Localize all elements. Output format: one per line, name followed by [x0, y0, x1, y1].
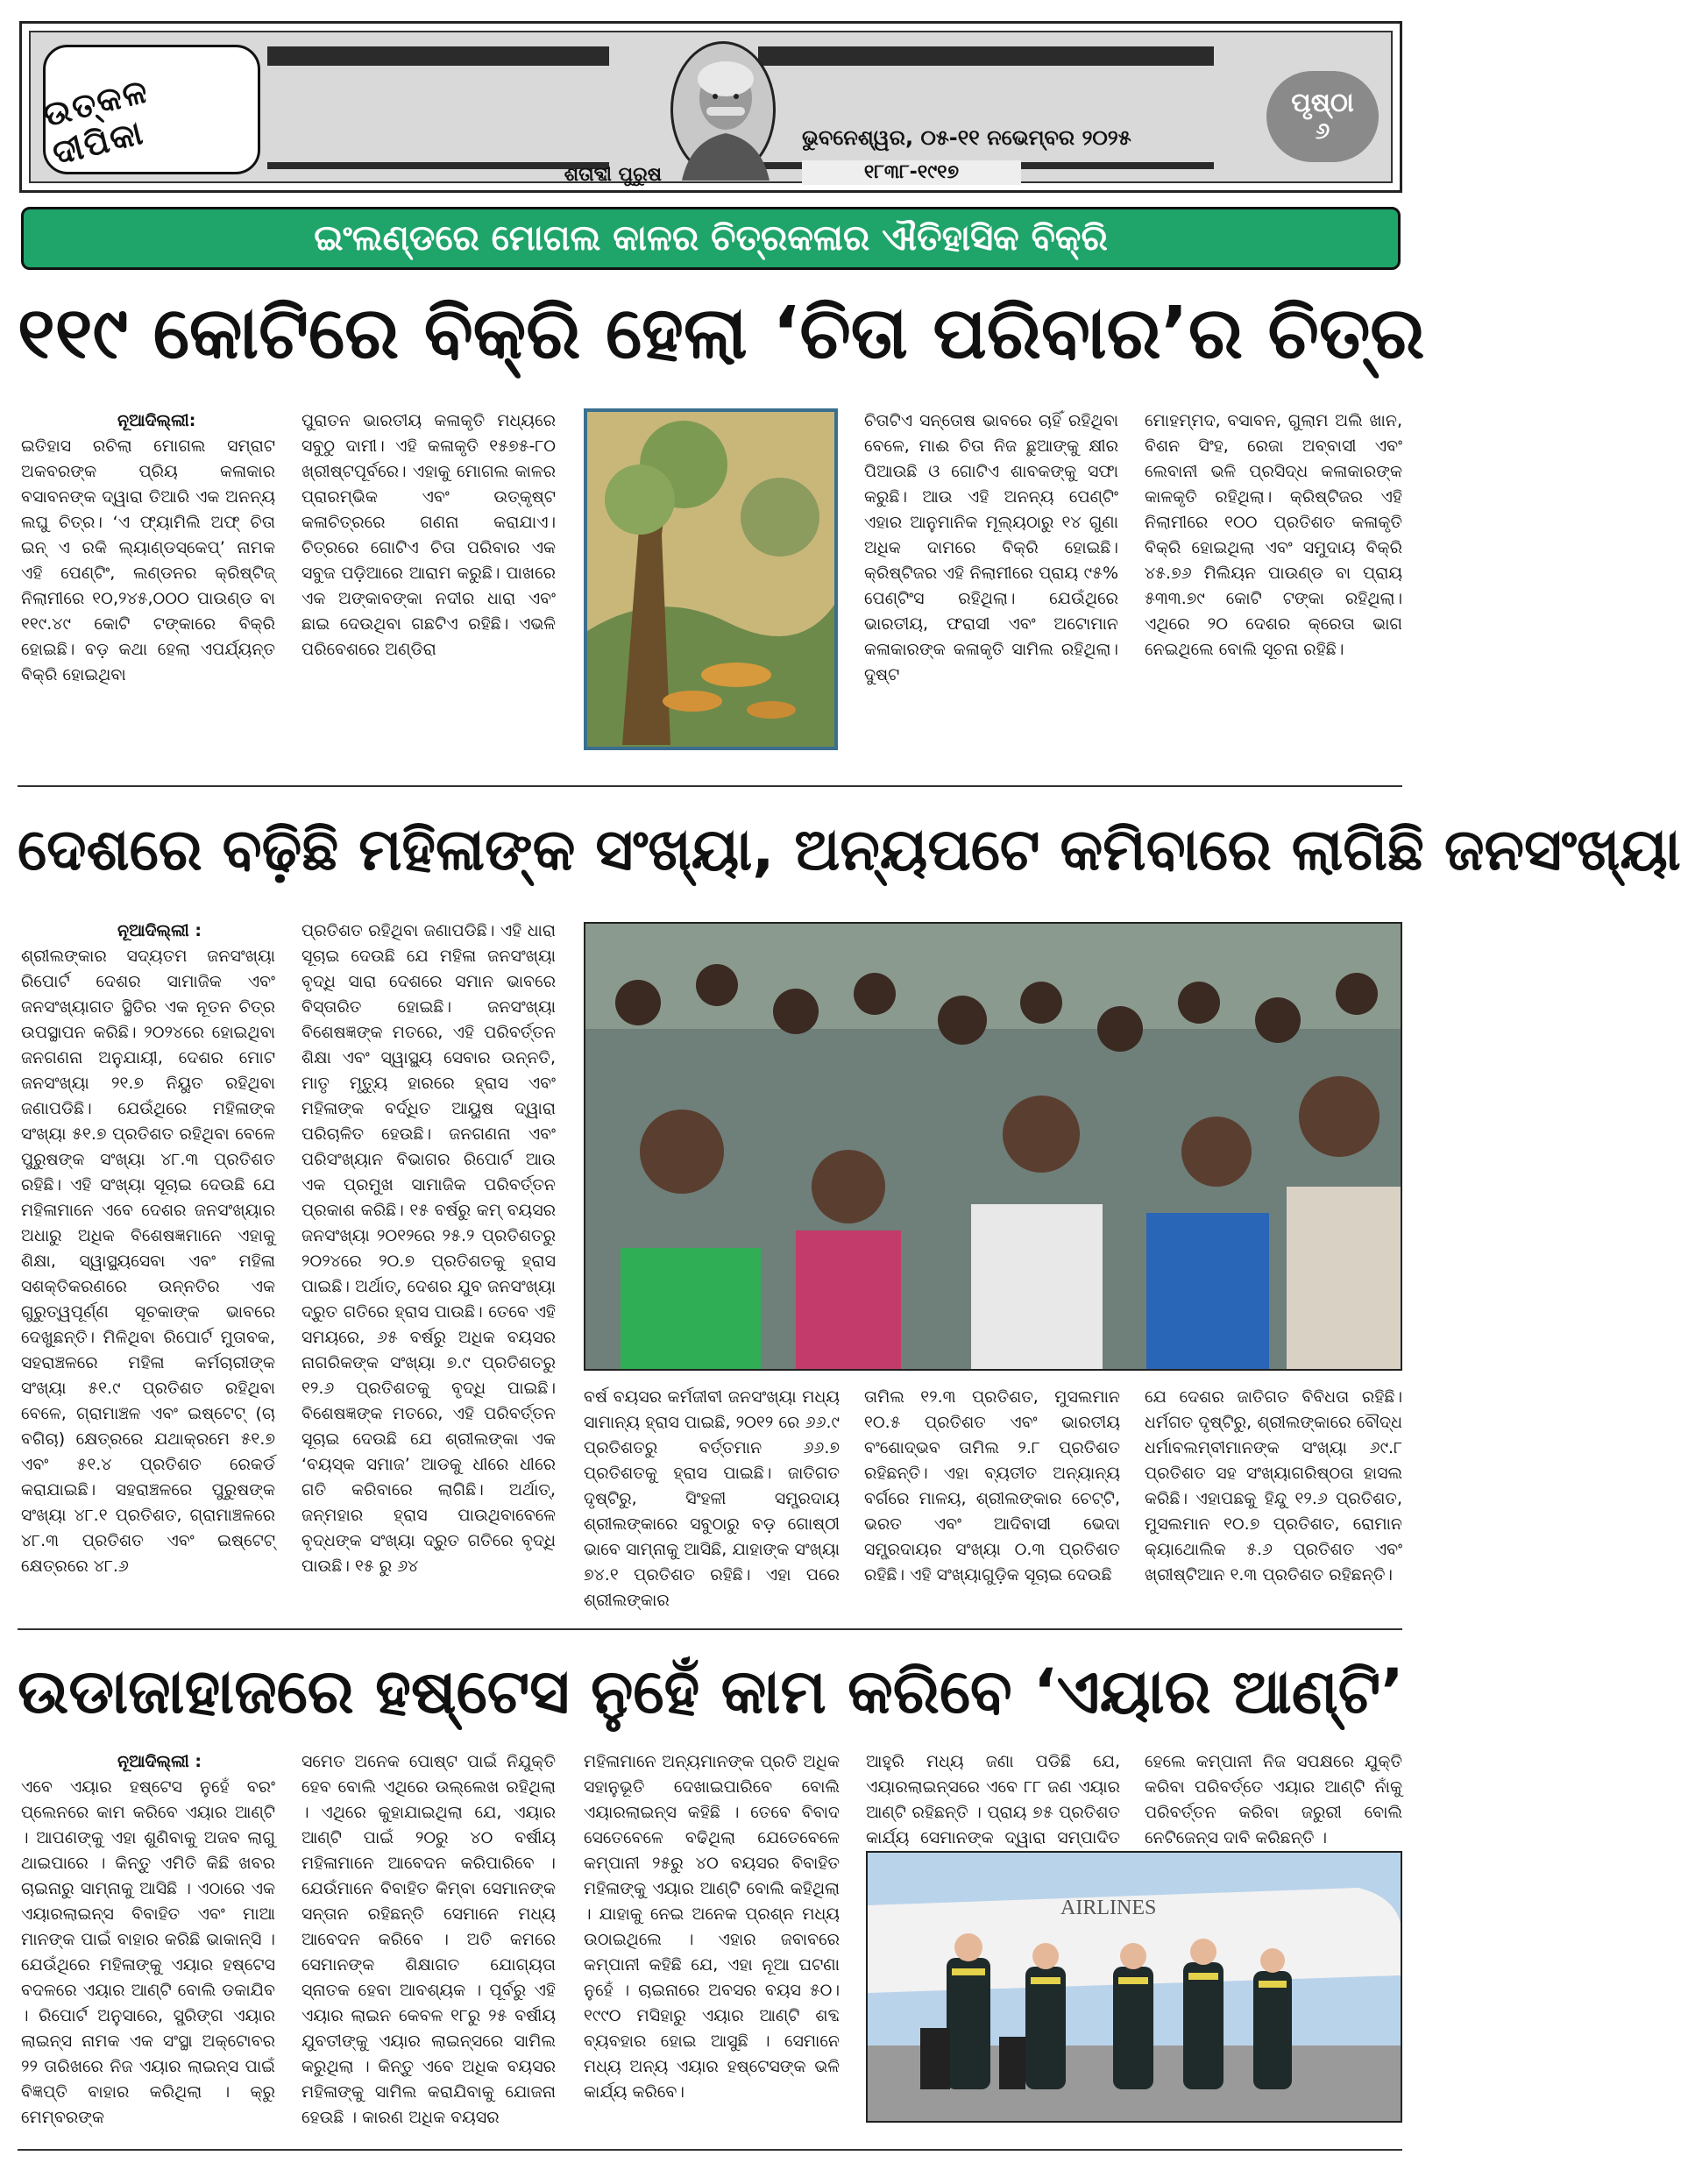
- story2-column-4: [864, 1385, 1120, 1614]
- founder-portrait: [670, 41, 776, 178]
- story1-kicker: ଇଂଲଣ୍ଡରେ ମୋଗଲ କାଳର ଚିତ୍ରକଳାର ଐତିହାସିକ ବିକ୍ରି: [21, 207, 1401, 270]
- story2-column-3: [584, 1385, 840, 1614]
- story1-dateline: ନୂଆଦିଲ୍ଲୀ:: [117, 411, 196, 430]
- page-label: ପୃଷ୍ଠା: [1291, 88, 1354, 118]
- cheetah-painting-image: [584, 408, 838, 750]
- story3-dateline: ନୂଆଦିଲ୍ଲୀ :: [117, 1752, 202, 1771]
- story3-column-2: [301, 1749, 556, 2128]
- logo-text: ଉତ୍କଳ ଦୀପିକା: [39, 71, 153, 173]
- founder-years: ୧୮୩୮-୧୯୧୭: [802, 160, 1021, 185]
- story2-col4-text: ତାମିଲ ୧୨.୩ ପ୍ରତିଶତ, ମୁସଲମାନ ୧୦.୫ ପ୍ରତିଶତ ଏବଂ ଭାରତୀୟ ବଂଶୋଦ୍ଭବ ତାମିଲ ୨.୮ ପ୍ରତିଶତ ରହିଛନ୍ତି। ଏହା ବ୍ୟତୀତ ଅନ୍ୟାନ୍ୟ ବର୍ଗରେ ମାଳୟ, ଶ୍ରୀଲଙ୍କାର ଚେଟ୍ଟି, ଭରତ ଏବଂ ଆଦିବାସୀ ଭେଦା ସମ୍ପ୍ରଦାୟର ସଂଖ୍ୟା ୦.୩ ପ୍ରତିଶତ ରହିଛି। ଏହି ସଂଖ୍ୟାଗୁଡ଼ିକ ସୂଚାଇ ଦେଉଛି: [864, 1387, 1120, 1585]
- air-hostess-photo: [866, 1851, 1402, 2123]
- story3-col1-text: ଏବେ ଏୟାର ହଷ୍ଟେସ ନୁହେଁ ବରଂ ପ୍ଲେନରେ କାମ କରିବେ ଏୟାର ଆଣ୍ଟି । ଆପଣଙ୍କୁ ଏହା ଶୁଣିବାକୁ ଅଜବ ଲାଗୁ ଥାଇପାରେ । କିନ୍ତୁ ଏମିତି କିଛି ଖବର ଚାଇନାରୁ ସାମ୍ନାକୁ ଆସିଛି । ଏଠାରେ ଏକ ଏୟାରଲାଇନ୍ସ ବିବାହିତ ଏବଂ ମାଆ ମାନଙ୍କ ପାଇଁ ବାହାର କରିଛି ଭାକାନ୍ସି । ଯେଉଁଥିରେ ମହିଳାଙ୍କୁ ଏୟାର ହଷ୍ଟେସ ବଦଳରେ ଏୟାର ଆଣ୍ଟି ବୋଲି ଡକାଯିବ । ରିପୋର୍ଟ ଅନୁସାରେ, ସ୍ପ୍ରିଙ୍ଗ ଏୟାର ଲାଇନ୍ସ ନାମକ ଏକ ସଂସ୍ଥା ଅକ୍ଟୋବର ୨୨ ତାରିଖରେ ନିଜ ଏୟାର ଲାଇନ୍ସ ପାଇଁ ବିଜ୍ଞପ୍ତି ବାହାର କରିଥିଲା । କ୍ରୁ ମେମ୍ବରଙ୍କ: [21, 1777, 275, 2127]
- story3-column-3: [584, 1749, 840, 2128]
- story2-col3-text: ବର୍ଷ ବୟସର କର୍ମଜୀବୀ ଜନସଂଖ୍ୟା ମଧ୍ୟ ସାମାନ୍ୟ ହ୍ରାସ ପାଇଛି, ୨୦୧୨ ରେ ୬୬.୯ ପ୍ରତିଶତରୁ ବର୍ତ୍ତମାନ ୬୬.୭ ପ୍ରତିଶତକୁ ହ୍ରାସ ପାଇଛି। ଜାତିଗତ ଦୃଷ୍ଟିରୁ, ସିଂହଳୀ ସମ୍ପ୍ରଦାୟ ଶ୍ରୀଲଙ୍କାରେ ସବୁଠାରୁ ବଡ଼ ଗୋଷ୍ଠୀ ଭାବେ ସାମ୍ନାକୁ ଆସିଛି, ଯାହାଙ୍କ ସଂଖ୍ୟା ୭୪.୧ ପ୍ରତିଶତ ରହିଛି। ଏହା ପରେ ଶ୍ରୀଲଙ୍କାର: [584, 1387, 840, 1610]
- story2-col2-text: ପ୍ରତିଶତ ରହିଥିବା ଜଣାପଡିଛି। ଏହି ଧାରା ସୂଚାଇ ଦେଉଛି ଯେ ମହିଳା ଜନସଂଖ୍ୟା ବୃଦ୍ଧି ସାରା ଦେଶରେ ସମାନ ଭାବରେ ବିସ୍ତାରିତ ହୋଇଛି। ଜନସଂଖ୍ୟା ବିଶେଷଜ୍ଞଙ୍କ ମତରେ, ଏହି ପରିବର୍ତ୍ତନ ଶିକ୍ଷା ଏବଂ ସ୍ୱାସ୍ଥ୍ୟ ସେବାର ଉନ୍ନତି, ମାତୃ ମୃତ୍ୟୁ ହାରରେ ହ୍ରାସ ଏବଂ ମହିଳାଙ୍କ ବର୍ଦ୍ଧିତ ଆୟୁଷ ଦ୍ୱାରା ପରିଚାଳିତ ହେଉଛି। ଜନଗଣନା ଏବଂ ପରିସଂଖ୍ୟାନ ବିଭାଗର ରିପୋର୍ଟ ଆଉ ଏକ ପ୍ରମୁଖ ସାମାଜିକ ପରିବର୍ତ୍ତନ ପ୍ରକାଶ କରିଛି। ୧୫ ବର୍ଷରୁ କମ୍ ବୟସର ଜନସଂଖ୍ୟା ୨୦୧୨ରେ ୨୫.୨ ପ୍ରତିଶତରୁ ୨୦୨୪ରେ ୨୦.୭ ପ୍ରତିଶତକୁ ହ୍ରାସ ପାଇଛି। ଅର୍ଥାତ୍, ଦେଶର ଯୁବ ଜନସଂଖ୍ୟା ଦ୍ରୁତ ଗତିରେ ହ୍ରାସ ପାଉଛି। ତେବେ ଏହି ସମୟରେ, ୬୫ ବର୍ଷରୁ ଅଧିକ ବୟସର ନାଗରିକଙ୍କ ସଂଖ୍ୟା ୭.୯ ପ୍ରତିଶତରୁ ୧୨.୬ ପ୍ରତିଶତକୁ ବୃଦ୍ଧି ପାଇଛି। ବିଶେଷଜ୍ଞଙ୍କ ମତରେ, ଏହି ପରିବର୍ତ୍ତନ ସୂଚାଇ ଦେଉଛି ଯେ ଶ୍ରୀଲଙ୍କା ଏକ ‘ବୟସ୍କ ସମାଜ’ ଆଡକୁ ଧୀରେ ଧୀରେ ଗତି କରିବାରେ ଲାଗିଛି। ଅର୍ଥାତ୍, ଜନ୍ମହାର ହ୍ରାସ ପାଉଥିବାବେଳେ ବୃଦ୍ଧଙ୍କ ସଂଖ୍ୟା ଦ୍ରୁତ ଗତିରେ ବୃଦ୍ଧି ପାଉଛି। ୧୫ ରୁ ୬୪: [301, 921, 556, 1576]
- story3-headline: ଉଡାଜାହାଜରେ ହଷ୍ଟେସ ନୁହେଁ କାମ କରିବେ ‘ଏୟାର ଆଣ୍ଟି’: [18, 1656, 1404, 1727]
- story2-headline: ଦେଶରେ ବଢ଼ିଛି ମହିଳାଙ୍କ ସଂଖ୍ୟା, ଅନ୍ୟପଟେ କମିବାରେ ଲାଗିଛି ଜନସଂଖ୍ୟା: [18, 816, 1681, 883]
- newspaper-logo: [39, 45, 260, 174]
- airline-sign: AIRLINES: [1060, 1897, 1157, 1919]
- story1-column-3: [864, 408, 1118, 759]
- story3-column-4: [866, 1749, 1120, 1847]
- page-badge: [1266, 71, 1379, 162]
- decorative-band: [267, 46, 609, 66]
- story3-column-5: [1145, 1749, 1402, 1847]
- story1-column-1: [21, 408, 275, 759]
- story2-col5-text: ଯେ ଦେଶର ଜାତିଗତ ବିବିଧତା ରହିଛି। ଧର୍ମଗତ ଦୃଷ୍ଟିରୁ, ଶ୍ରୀଲଙ୍କାରେ ବୌଦ୍ଧ ଧର୍ମାବଲମ୍ବୀମାନଙ୍କ ସଂଖ୍ୟା ୬୯.୮ ପ୍ରତିଶତ ସହ ସଂଖ୍ୟାଗରିଷ୍ଠତା ହାସଲ କରିଛି। ଏହାପଛକୁ ହିନ୍ଦୁ ୧୨.୬ ପ୍ରତିଶତ, ମୁସଲମାନ ୧୦.୭ ପ୍ରତିଶତ, ରୋମାନ କ୍ୟାଥୋଲିକ ୫.୬ ପ୍ରତିଶତ ଏବଂ ଖ୍ରୀଷ୍ଟିଆନ ୧.୩ ପ୍ରତିଶତ ରହିଛନ୍ତି।: [1145, 1387, 1402, 1585]
- story1-col3-text: ଚିତାଟିଏ ସନ୍ତୋଷ ଭାବରେ ଚାହିଁ ରହିଥିବା ବେଳେ, ମାଈ ଚିତା ନିଜ ଛୁଆଙ୍କୁ କ୍ଷୀର ପିଆଉଛି ଓ ଗୋଟିଏ ଶାବକଙ୍କୁ ସଫା କରୁଛି। ଆଉ ଏହି ଅନନ୍ୟ ପେଣ୍ଟିଂ ଏହାର ଆନୁମାନିକ ମୂଲ୍ୟଠାରୁ ୧୪ ଗୁଣା ଅଧିକ ଦାମରେ ବିକ୍ରି ହୋଇଛି। କ୍ରିଷ୍ଟିଜର ଏହି ନିଲାମୀରେ ପ୍ରାୟ ୯୫% ପେଣ୍ଟିଂସ ରହିଥିଲା। ଯେଉଁଥିରେ ଭାରତୀୟ, ଫରାସୀ ଏବଂ ଅଟୋମାନ କଳାକାରଙ୍କ କଳାକୃତି ସାମିଲ ରହିଥିଲା। ଦୁଷ୍ଟ: [864, 411, 1118, 684]
- story3-col2-text: ସମେତ ଅନେକ ପୋଷ୍ଟ ପାଇଁ ନିଯୁକ୍ତି ହେବ ବୋଲି ଏଥିରେ ଉଲ୍ଲେଖ ରହିଥିଲା । ଏଥିରେ କୁହାଯାଇଥିଲା ଯେ, ଏୟାର ଆଣ୍ଟି ପାଇଁ ୨୦ରୁ ୪୦ ବର୍ଷୀୟ ମହିଳାମାନେ ଆବେଦନ କରିପାରିବେ । ଯେଉଁମାନେ ବିବାହିତ କିମ୍ବା ସେମାନଙ୍କ ସନ୍ତାନ ରହିଛନ୍ତି ସେମାନେ ମଧ୍ୟ ଆବେଦନ କରିବେ । ଅତି କମରେ ସେମାନଙ୍କ ଶିକ୍ଷାଗତ ଯୋଗ୍ୟତା ସ୍ନାତକ ହେବା ଆବଶ୍ୟକ । ପୂର୍ବରୁ ଏହି ଏୟାର ଲାଇନ କେବଳ ୧୮ରୁ ୨୫ ବର୍ଷୀୟ ଯୁବତୀଙ୍କୁ ଏୟାର ଲାଇନ୍ସରେ ସାମିଲ କରୁଥିଲା । କିନ୍ତୁ ଏବେ ଅଧିକ ବୟସର ମହିଳାଙ୍କୁ ସାମିଲ କରାଯିବାକୁ ଯୋଜନା ହେଉଛି । କାରଣ ଅଧିକ ବୟସର: [301, 1752, 556, 2127]
- page-bottom-rule: [18, 2149, 1402, 2151]
- story3-col4-text: ଆହୁରି ମଧ୍ୟ ଜଣା ପଡିଛି ଯେ, ଏୟାରଲାଇନ୍ସରେ ଏବେ ୮୮ ଜଣ ଏୟାର ଆଣ୍ଟି ରହିଛନ୍ତି । ପ୍ରାୟ ୭୫ ପ୍ରତିଶତ କାର୍ଯ୍ୟ ସେମାନଙ୍କ ଦ୍ୱାରା ସମ୍ପାଦିତ: [866, 1752, 1120, 1847]
- story1-headline: ୧୧୯ କୋଟିରେ ବିକ୍ରି ହେଲା ‘ଚିତା ପରିବାର’ର ଚିତ୍ର: [18, 292, 1425, 375]
- story2-column-5: [1145, 1385, 1402, 1614]
- story2-col1-text: ଶ୍ରୀଲଙ୍କାର ସଦ୍ୟତମ ଜନସଂଖ୍ୟା ରିପୋର୍ଟ ଦେଶର ସାମାଜିକ ଏବଂ ଜନସଂଖ୍ୟାଗତ ସ୍ଥିତିର ଏକ ନୂତନ ଚିତ୍ର ଉପସ୍ଥାପନ କରିଛି। ୨୦୨୪ରେ ହୋଇଥିବା ଜନଗଣନା ଅନୁଯାୟୀ, ଦେଶର ମୋଟ ଜନସଂଖ୍ୟା ୨୧.୭ ନିୟୁତ ରହିଥିବା ଜଣାପଡିଛି। ଯେଉଁଥିରେ ମହିଳାଙ୍କ ସଂଖ୍ୟା ୫୧.୭ ପ୍ରତିଶତ ରହିଥିବା ବେଳେ ପୁରୁଷଙ୍କ ସଂଖ୍ୟା ୪୮.୩ ପ୍ରତିଶତ ରହିଛି। ଏହି ସଂଖ୍ୟା ସୂଚାଇ ଦେଉଛି ଯେ ମହିଳାମାନେ ଏବେ ଦେଶର ଜନସଂଖ୍ୟାର ଅଧାରୁ ଅଧିକ ବିଶେଷଜ୍ଞମାନେ ଏହାକୁ ଶିକ୍ଷା, ସ୍ୱାସ୍ଥ୍ୟସେବା ଏବଂ ମହିଳା ସଶକ୍ତିକରଣରେ ଉନ୍ନତିର ଏକ ଗୁରୁତ୍ୱପୂର୍ଣ୍ଣ ସୂଚକାଙ୍କ ଭାବରେ ଦେଖୁଛନ୍ତି। ମିଳିଥିବା ରିପୋର୍ଟ ମୁତାବକ, ସହରାଞ୍ଚଳରେ ମହିଳା କର୍ମଚାରୀଙ୍କ ସଂଖ୍ୟା ୫୧.୯ ପ୍ରତିଶତ ରହିଥିବା ବେଳେ, ଗ୍ରାମାଞ୍ଚଳ ଏବଂ ଇଷ୍ଟେଟ୍ (ଚା ବଗିଚା) କ୍ଷେତ୍ରରେ ଯଥାକ୍ରମେ ୫୧.୭ ଏବଂ ୫୧.୪ ପ୍ରତିଶତ ରେକର୍ଡ କରାଯାଇଛି। ସହରାଞ୍ଚଳରେ ପୁରୁଷଙ୍କ ସଂଖ୍ୟା ୪୮.୧ ପ୍ରତିଶତ, ଗ୍ରାମାଞ୍ଚଳରେ ୪୮.୩ ପ୍ରତିଶତ ଏବଂ ଇଷ୍ଟେଟ୍ କ୍ଷେତ୍ରରେ ୪୮.୬: [21, 947, 275, 1576]
- story1-col1-text: ଇତିହାସ ରଚିଲା ମୋଗଲ ସମ୍ରାଟ ଅକବରଙ୍କ ପ୍ରିୟ କଳାକାର ବସାବନଙ୍କ ଦ୍ୱାରା ତିଆରି ଏକ ଅନନ୍ୟ ଲଘୁ ଚିତ୍ର। ‘ଏ ଫ୍ୟାମିଲି ଅଫ୍ ଚିତା ଇନ୍ ଏ ରକି ଲ୍ୟାଣ୍ଡସ୍କେପ୍’ ନାମକ ଏହି ପେଣ୍ଟିଂ, ଲଣ୍ଡନର କ୍ରିଷ୍ଟିଜ୍ ନିଲାମୀରେ ୧୦,୨୪୫,୦୦୦ ପାଉଣ୍ଡ ବା ୧୧୯.୪୯ କୋଟି ଟଙ୍କାରେ ବିକ୍ରି ହୋଇଛି। ବଡ଼ କଥା ହେଲା ଏପର୍ଯ୍ୟନ୍ତ ବିକ୍ରି ହୋଇଥିବା: [21, 436, 275, 684]
- story3-col3-text: ମହିଳାମାନେ ଅନ୍ୟମାନଙ୍କ ପ୍ରତି ଅଧିକ ସହାନୁଭୂତି ଦେଖାଇପାରିବେ ବୋଲି ଏୟାରଲାଇନ୍ସ କହିଛି । ତେବେ ବିବାଦ ସେତେବେଳେ ବଢିଥିଲା ଯେତେବେଳେ କମ୍ପାନୀ ୨୫ରୁ ୪୦ ବୟସର ବିବାହିତ ମହିଳାଙ୍କୁ ଏୟାର ଆଣ୍ଟି ବୋଲି କହିଥିଲା । ଯାହାକୁ ନେଇ ଅନେକ ପ୍ରଶ୍ନ ମଧ୍ୟ ଉଠାଇଥିଲେ । ଏହାର ଜବାବରେ କମ୍ପାନୀ କହିଛି ଯେ, ଏହା ନୂଆ ଘଟଣା ନୁହେଁ । ଚାଇନାରେ ଅବସର ବୟସ ୫୦। ୧୯୯୦ ମସିହାରୁ ଏୟାର ଆଣ୍ଟି ଶବ୍ଦ ବ୍ୟବହାର ହୋଇ ଆସୁଛି । ସେମାନେ ମଧ୍ୟ ଅନ୍ୟ ଏୟାର ହଷ୍ଟେସଙ୍କ ଭଳି କାର୍ଯ୍ୟ କରିବେ।: [584, 1752, 840, 2102]
- story2-column-1: [21, 918, 275, 1613]
- page-number: ୬: [1315, 118, 1330, 145]
- story1-column-4: [1145, 408, 1402, 759]
- story2-column-2: [301, 918, 556, 1613]
- section-divider: [18, 785, 1402, 787]
- masthead-inner: [29, 31, 1393, 186]
- story1-col4-text: ମୋହମ୍ମଦ, ବସାବନ, ଗୁଲାମ ଅଲି ଖାନ, ବିଶନ ସିଂହ, ରେଜା ଅବ୍ବାସୀ ଏବଂ ଲେବାନୀ ଭଳି ପ୍ରସିଦ୍ଧ କଳାକାରଙ୍କ କାଳକୃତି ରହିଥିଲା। କ୍ରିଷ୍ଟିଜର ଏହି ନିଲାମୀରେ ୧୦୦ ପ୍ରତିଶତ କଳାକୃତି ବିକ୍ରି ହୋଇଥିଲା ଏବଂ ସମୁଦାୟ ବିକ୍ରି ୪୫.୭୬ ମିଲିୟନ ପାଉଣ୍ଡ ବା ପ୍ରାୟ ୫୩୩.୭୯ କୋଟି ଟଙ୍କା ରହିଥିଲା। ଏଥିରେ ୨୦ ଦେଶର କ୍ରେତା ଭାଗ ନେଇଥିଲେ ବୋଲି ସୂଚନା ରହିଛି।: [1145, 411, 1402, 659]
- tagline: ଶତାବ୍ଦୀ ପୁରୁଷ: [564, 164, 662, 186]
- story3-column-1: [21, 1749, 275, 2128]
- story3-col5-text: ହେଲେ କମ୍ପାନୀ ନିଜ ସପକ୍ଷରେ ଯୁକ୍ତି କରିବା ପରିବର୍ତ୍ତେ ଏୟାର ଆଣ୍ଟି ନାଁକୁ ପରିବର୍ତ୍ତନ କରିବା ଜରୁରୀ ବୋଲି ନେଟିଜେନ୍ସ ଦାବି କରିଛନ୍ତି ।: [1145, 1752, 1402, 1847]
- story1-col2-text: ପୁରାତନ ଭାରତୀୟ କଳାକୃତି ମଧ୍ୟରେ ସବୁଠୁ ଦାମୀ। ଏହି କଳାକୃତି ୧୫୭୫-୮୦ ଖ୍ରୀଷ୍ଟପୂର୍ବରେ। ଏହାକୁ ମୋଗଲ କାଳର ପ୍ରାରମ୍ଭିକ ଏବଂ ଉତ୍କୃଷ୍ଟ କଳାଚିତ୍ରରେ ଗଣନା କରାଯାଏ। ଚିତ୍ରରେ ଗୋଟିଏ ଚିତା ପରିବାର ଏକ ସବୁଜ ପଡ଼ିଆରେ ଆରାମ କରୁଛି। ପାଖରେ ଏକ ଅଙ୍କାବଙ୍କା ନଦୀର ଧାରା ଏବଂ ଛାଇ ଦେଉଥିବା ଗଛଟିଏ ରହିଛି। ଏଭଳି ପରିବେଶରେ ଅଣ୍ଡିରା: [301, 411, 556, 659]
- masthead: [19, 21, 1402, 193]
- decorative-band: [758, 46, 1214, 66]
- issue-dateline: ଭୁବନେଶ୍ୱର, ୦୫-୧୧ ନଭେମ୍ବର ୨୦୨୫: [802, 125, 1131, 150]
- story1-column-2: [301, 408, 556, 759]
- story2-dateline: ନୂଆଦିଲ୍ଲୀ :: [117, 921, 202, 940]
- crowd-photo: [584, 922, 1402, 1371]
- section-divider: [18, 1628, 1402, 1630]
